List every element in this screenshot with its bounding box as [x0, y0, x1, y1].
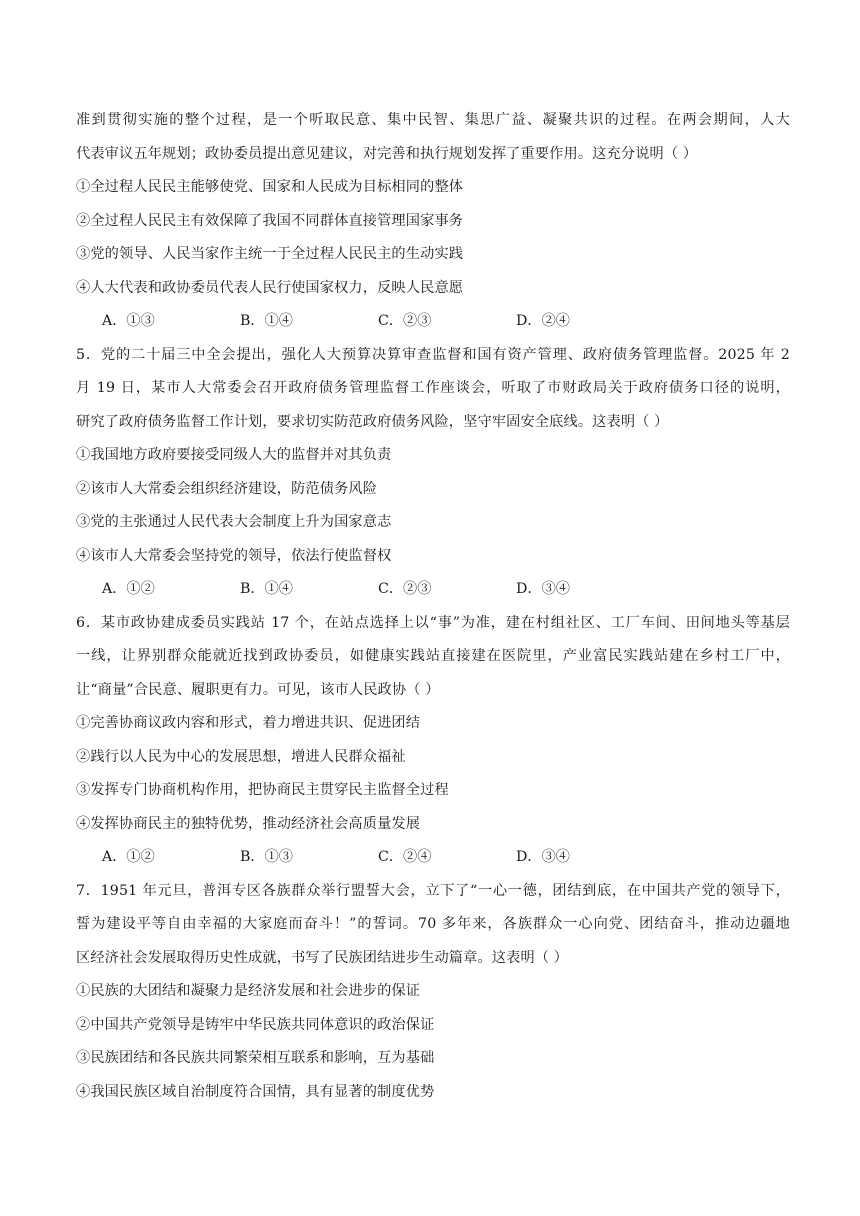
question-7-option-4: ④我国民族区域自治制度符合国情，具有显著的制度优势	[76, 1083, 435, 1100]
question-5-choice-a[interactable]: A．①②	[102, 581, 155, 597]
question-7-option-2: ②中国共产党领导是铸牢中华民族共同体意识的政治保证	[76, 1016, 435, 1033]
question-4-choice-a[interactable]: A．①③	[102, 313, 155, 329]
question-6-choices	[76, 841, 790, 875]
question-6-option-1: ①完善协商议政内容和形式，着力增进共识、促进团结	[76, 715, 421, 731]
question-7-stem-line: 区经济社会发展取得历史性成就，书写了民族团结进步生动篇章。这表明（ ）	[76, 949, 569, 966]
question-7	[76, 875, 790, 1110]
question-5-stem-line: 月 19 日，某市人大常委会召开政府债务管理监督工作座谈会，听取了市财政局关于政府债务口径的说明，	[76, 380, 790, 396]
question-7-option-1: ①民族的大团结和凝聚力是经济发展和社会进步的保证	[76, 983, 421, 999]
question-6-option-2: ②践行以人民为中心的发展思想，增进人民群众福祉	[76, 748, 406, 765]
question-5-stem-line: 5．党的二十届三中全会提出，强化人大预算决算审查监督和国有资产管理、政府债务管理监督。2025 年 2	[76, 346, 790, 363]
question-5-choice-d[interactable]: D．③④	[516, 581, 570, 597]
question-4-choice-b[interactable]: B．①④	[240, 313, 293, 329]
question-5-choices	[76, 573, 790, 607]
question-5-option-3: ③党的主张通过人民代表大会制度上升为国家意志	[76, 514, 392, 530]
question-4-choices	[76, 305, 790, 339]
question-4-option-2: ②全过程人民民主有效保障了我国不同群体直接管理国家事务	[76, 212, 464, 229]
question-5-stem-line: 研究了政府债务监督工作计划，要求切实防范政府债务风险，坚守牢固安全底线。这表明（ ）	[76, 413, 669, 430]
question-4-choice-d[interactable]: D．②④	[516, 313, 570, 329]
question-4	[76, 104, 790, 339]
question-6-choice-b[interactable]: B．①③	[240, 849, 293, 865]
question-6-option-3: ③发挥专门协商机构作用，把协商民主贯穿民主监督全过程	[76, 782, 449, 798]
question-6-option-4: ④发挥协商民主的独特优势，推动经济社会高质量发展	[76, 815, 421, 832]
question-7-stem-line: 誓为建设平等自由幸福的大家庭而奋斗！”的誓词。70 多年来，各族群众一心向党、团结奋斗，推动边疆地	[76, 916, 790, 932]
question-5-option-2: ②该市人大常委会组织经济建设，防范债务风险	[76, 480, 378, 497]
question-5-choice-c[interactable]: C．②③	[378, 581, 432, 597]
question-4-option-1: ①全过程人民民主能够使党、国家和人民成为目标相同的整体	[76, 179, 464, 195]
question-6	[76, 607, 790, 875]
question-6-stem-line: 让“商量”合民意、履职更有力。可见，该市人民政协（ ）	[76, 681, 440, 698]
question-6-choice-c[interactable]: C．②④	[378, 849, 432, 865]
question-6-choice-a[interactable]: A．①②	[102, 849, 155, 865]
question-6-stem-line: 6．某市政协建成委员实践站 17 个，在站点选择上以“事”为准，建在村组社区、工厂车间、田间地头等基层	[76, 614, 790, 631]
question-6-stem-line: 一线，让界别群众能就近找到政协委员，如健康实践站直接建在医院里，产业富民实践站建在乡村工厂中，	[76, 648, 790, 664]
question-4-stem-line: 准到贯彻实施的整个过程，是一个听取民意、集中民智、集思广益、凝聚共识的过程。在两会期间，人大	[76, 112, 790, 128]
question-7-option-3: ③民族团结和各民族共同繁荣相互联系和影响，互为基础	[76, 1050, 435, 1066]
question-6-choice-d[interactable]: D．③④	[516, 849, 570, 865]
question-5	[76, 339, 790, 607]
question-4-choice-c[interactable]: C．②③	[378, 313, 432, 329]
question-4-stem-line: 代表审议五年规划；政协委员提出意见建议，对完善和执行规划发挥了重要作用。这充分说明（ ）	[76, 145, 698, 162]
question-content	[76, 104, 790, 1109]
question-5-option-4: ④该市人大常委会坚持党的领导，依法行使监督权	[76, 547, 392, 564]
question-5-choice-b[interactable]: B．①④	[240, 581, 293, 597]
question-5-option-1: ①我国地方政府要接受同级人大的监督并对其负责	[76, 447, 392, 463]
question-7-stem-line: 7．1951 年元旦，普洱专区各族群众举行盟誓大会，立下了“一心一德，团结到底，在中国共产党的领导下，	[76, 882, 790, 899]
question-4-option-4: ④人大代表和政协委员代表人民行使国家权力，反映人民意愿	[76, 279, 464, 296]
question-4-option-3: ③党的领导、人民当家作主统一于全过程人民民主的生动实践	[76, 246, 464, 262]
